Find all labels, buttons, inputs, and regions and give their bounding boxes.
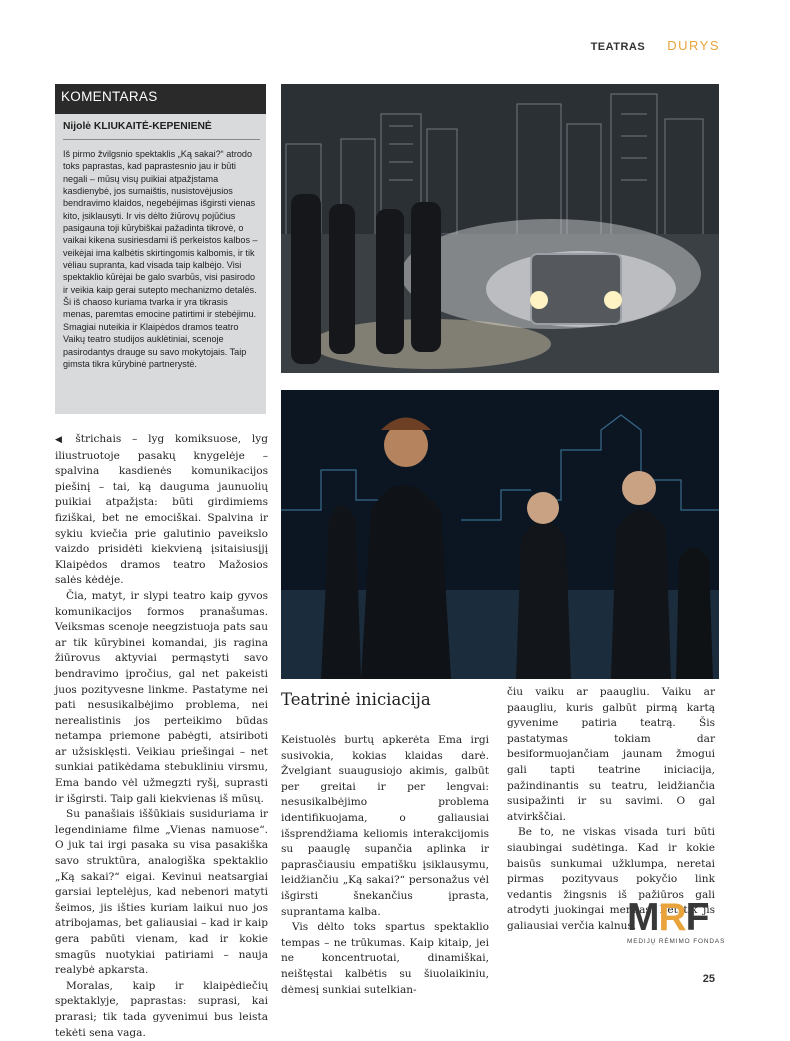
comment-title: KOMENTARAS: [55, 84, 266, 114]
section-subheading: Teatrinė iniciacija: [281, 690, 431, 709]
comment-text: Iš pirmo žvilgsnio spektaklis „Ką sakai?“ atrodo toks paprastas, kad paprastesnio jau ir būti negali – mūsų visų puikiai atpažįstama kasdienybė, jos sumaištis, nusistovėjusios bendravimo klaidos, negebėjimas išgirsti vienas kito, įsiklausyti. Ir vis dėlto žiūrovų pojūčius pasigauna toji kūrybiškai pažadinta tikrovė, o vaikai kikena susiriesdami iš perkeistos kalbos – veikėjai ima kalbėtis skirtingomis kalbomis, ir tik vėliau supranta, kad visada taip kalbėjo. Visi spektaklio kūrėjai be galo svarbūs, visi pasirodo ir veikia kaip gerai sutepto mechanizmo detalės. Ši iš chaoso kuriama tvarka ir yra tikrasis menas, paremtas emocine patirtimi ir stebėjimu. Smagiai nuteikia ir Klaipėdos dramos teatro Vaikų teatro studijos auklėtiniai, scenoje pasirodantys drauge su savo mokytojais. Taip gimsta tikra kūrybinė partnerystė.: [63, 149, 258, 369]
col1-paragraph-1-text: štrichais – lyg komiksuose, lyg iliustruotoje pasakų knygelėje – spalvina kasdienės komunikacijos piešinį – tai, ką dauguma jaunuolių puikiai atpažįsta: būti girdimiems fiziškai, bet ne emociškai. Spalvina ir sykiu kviečia prie galutinio paveikslo vaizdo prisidėti kiekvieną įsitaisiusįjį Klaipėdos dramos teatro Mažosios salės kėdėje.: [55, 433, 268, 587]
col1-paragraph-1: [55, 432, 268, 589]
article-column-2: [281, 733, 489, 998]
col2-paragraph-2: Vis dėlto toks spartus spektaklio tempas – ne trūkumas. Kaip kitaip, jei ne koncentruotai, dinamiškai, neištęstai kalbėtis su šiuolaikiniu, dėmesį sunkiai sutelkian-: [281, 921, 489, 996]
col3-paragraph-1: čiu vaiku ar paaugliu. Vaiku ar paaugliu, kuris galbūt pirmą kartą gyvenime patiria teatrą. Šis pastatymas tokiam dar besiformuojančiam jaunam žmogui gali tapti teatrine iniciacija, pažindinantis su teatru, leidžiančia susipažinti ir su savimi. O gal atvirkščiai.: [507, 686, 715, 823]
stage-photo-actors: [281, 390, 719, 679]
page-number: 25: [702, 973, 715, 985]
magazine-brand: DURYS: [667, 38, 720, 53]
article-column-1: [55, 432, 268, 1041]
mrf-logo-subtitle: MEDIJŲ RĖMIMO FONDAS: [627, 938, 726, 945]
stage-photo-car: [281, 84, 719, 373]
col2-paragraph-1: Keistuolės burtų apkerėta Ema irgi susivokia, kokias klaidas darė. Žvelgiant suaugusiojo akimis, galbūt per greitai ir per lengvai: nesusikalbėjimo problema identifikuojama, o galiausiai išsprendžiama keliomis interakcijomis su paauglę supančia aplinka ir paprasčiausiu empatišku įsiklausymu, leidžiančiu „Ką sakai?“ personažus vėl išgirsti šnekančius įprasta, suprantama kalba.: [281, 734, 489, 918]
mrf-logo: [627, 896, 726, 945]
col1-paragraph-4: Moralas, kaip ir klaipėdiečių spektaklyje, paprastas: suprasi, kai prarasi; tik tada gyvenimui bus leista tekėti sena vaga.: [55, 979, 268, 1039]
comment-author: Nijolė KLIUKAITĖ-KEPENIENĖ: [63, 121, 212, 132]
col3-paragraph-2: Be to, ne viskas visada turi būti siaubingai sudėtinga. Kad ir kokie baisūs sunkumai užklumpa, neretai pirmas pozityvaus pokyčio link vedantis žingsnis iš pažiūros gali atrodyti juokingai menkas. Bet tik jis galiausiai verčia kalnus.: [507, 826, 715, 932]
mrf-logo-mark: MRF: [627, 896, 709, 939]
comment-sidebar: [55, 84, 266, 414]
continue-arrow-icon: ◀: [55, 435, 70, 445]
section-label: TEATRAS: [590, 41, 646, 53]
col1-paragraph-2: Čia, matyt, ir slypi teatro kaip gyvos komunikacijos formos pranašumas. Veiksmas scenoje neegzistuoja pats sau ar tik kūrybinei komandai, jis ragina žiūrovus aktyviai permąstyti savo bendravimo įpročius, gal net pakeisti juos pozityvesne linkme. Pastatyme nei pati nesusikalbėjimo problema, nei nerealistinis jos perteikimo būdas netampa priemone pabėgti, atsiriboti ar užsisklęsti. Veikiau priešingai – net sunkiai patikėdama stebukliniu virsmu, Ema bando vėl užmegzti ryšį, suprasti ir išgirsti. Taip gali kiekvienas iš mūsų.: [55, 589, 268, 805]
running-header: [591, 38, 720, 53]
col1-paragraph-3: Su panašiais iššūkiais susiduriama ir legendiniame filme „Vienas namuose“. O juk tai irgi pasaka su visa pasakiška savo struktūra, analogiška spektaklio „Ką sakai?“ eigai. Kevinui neatsargiai garsiai leptelėjus, kad nebenori matyti šeimos, jis išties kuriam laikui nuo jos atribojamas, bet galiausiai – kad ir kaip gera pabūti vienam, kad ir kokie smagūs nuotykiai patiriami – nauja realybė apkarsta.: [55, 808, 268, 977]
